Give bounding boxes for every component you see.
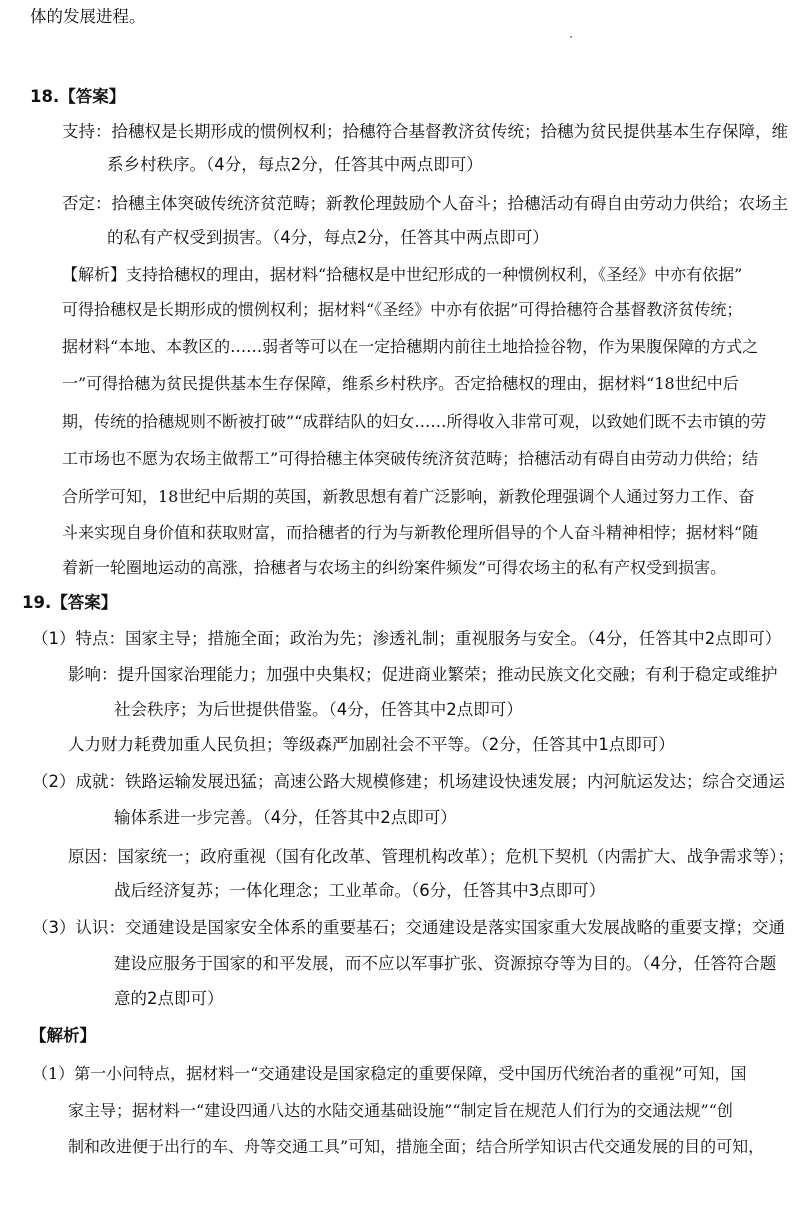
q19-1-impact-line-2: 社会秩序；为后世提供借鉴。（4分，任答其中2点即可） (114, 700, 523, 719)
q19-3-understanding-line-2: 建设应服务于国家的和平发展，而不应以军事扩张、资源掠夺等为目的。（4分，任答符合题 (114, 954, 777, 973)
q19-1-impact-line-3: 人力财力耗费加重人民负担；等级森严加剧社会不平等。（2分，任答其中1点即可） (68, 735, 675, 754)
q18-analysis-line-3: 据材料“本地、本教区的……弱者等可以在一定拾穗期内前往土地拾捡谷物，作为果腹保障的方式之 (62, 337, 759, 356)
q19-2-achievements-line-1: （2）成就：铁路运输发展迅猛；高速公路大规模修建；机场建设快速发展；内河航运发达；综合交通运 (32, 772, 785, 791)
q18-analysis-line-8: 斗来实现自身价值和获取财富，而拾穗者的行为与新教伦理所倡导的个人奋斗精神相悖；据材料“随 (62, 523, 759, 542)
q18-analysis-line-4: 一”可得拾穗为贫民提供基本生存保障，维系乡村秩序。否定拾穗权的理由，据材料“18世纪中后 (62, 374, 739, 393)
q18-analysis-line-7: 合所学可知，18世纪中后期的英国，新教思想有着广泛影响，新教伦理强调个人通过努力工作、奋 (62, 487, 755, 506)
q19-3-understanding-line-3: 意的2点即可） (114, 989, 224, 1008)
q19-1-impact-line-1: 影响：提升国家治理能力；加强中央集权；促进商业繁荣；推动民族文化交融；有利于稳定或维护 (68, 665, 778, 684)
q19-analysis-line-3: 制和改进便于出行的车、舟等交通工具”可知，措施全面；结合所学知识古代交通发展的目的可知， (68, 1137, 765, 1156)
q19-answer-heading: 19.【答案】 (22, 593, 118, 612)
scan-speck (570, 36, 572, 38)
q18-analysis-line-6: 工市场也不愿为农场主做帮工”可得拾穗主体突破传统济贫范畴；拾穗活动有碍自由劳动力供给；结 (62, 449, 759, 468)
text-line-intro: 体的发展进程。 (30, 7, 146, 26)
q19-analysis-line-1: （1）第一小问特点，据材料一“交通建设是国家稳定的重要保障，受中国历代统治者的重视”可知，国 (32, 1064, 747, 1083)
q18-analysis-line-5: 期，传统的拾穗规则不断被打破”“成群结队的妇女……所得收入非常可观，以致她们既不去市镇的劳 (62, 412, 767, 431)
q19-2-reasons-line-1: 原因：国家统一；政府重视（国有化改革、管理机构改革）；危机下契机（内需扩大、战争需求等）； (68, 847, 794, 866)
q18-oppose-line-1: 否定：拾穗主体突破传统济贫范畴；新教伦理鼓励个人奋斗；拾穗活动有碍自由劳动力供给；农场主 (62, 194, 788, 213)
q18-analysis-line-2: 可得拾穗权是长期形成的惯例权利；据材料“《圣经》中亦有依据”可得拾穗符合基督教济贫传统； (62, 300, 743, 319)
q19-analysis-heading: 【解析】 (30, 1026, 96, 1045)
q18-support-line-1: 支持：拾穗权是长期形成的惯例权利；拾穗符合基督教济贫传统；拾穗为贫民提供基本生存保障，维 (62, 122, 788, 141)
q19-analysis-line-2: 家主导；据材料一“建设四通八达的水陆交通基础设施”“制定旨在规范人们行为的交通法规”“创 (68, 1101, 733, 1120)
q18-analysis-line-1: 【解析】支持拾穗权的理由，据材料“拾穗权是中世纪形成的一种惯例权利，《圣经》中亦有依据” (62, 265, 743, 284)
q18-support-line-2: 系乡村秩序。（4分，每点2分，任答其中两点即可） (107, 155, 483, 174)
q18-analysis-line-9: 着新一轮圈地运动的高涨，拾穗者与农场主的纠纷案件频发”可得农场主的私有产权受到损害。 (62, 558, 727, 577)
q18-oppose-line-2: 的私有产权受到损害。（4分，每点2分，任答其中两点即可） (107, 228, 549, 247)
q19-2-reasons-line-2: 战后经济复苏；一体化理念；工业革命。（6分，任答其中3点即可） (114, 881, 606, 900)
q19-1-features: （1）特点：国家主导；措施全面；政治为先；渗透礼制；重视服务与安全。（4分，任答其中2点即可） (32, 629, 782, 648)
q19-3-understanding-line-1: （3）认识：交通建设是国家安全体系的重要基石；交通建设是落实国家重大发展战略的重要支撑；交通 (32, 918, 785, 937)
q18-answer-heading: 18.【答案】 (30, 87, 126, 106)
q19-2-achievements-line-2: 输体系进一步完善。（4分，任答其中2点即可） (114, 808, 457, 827)
